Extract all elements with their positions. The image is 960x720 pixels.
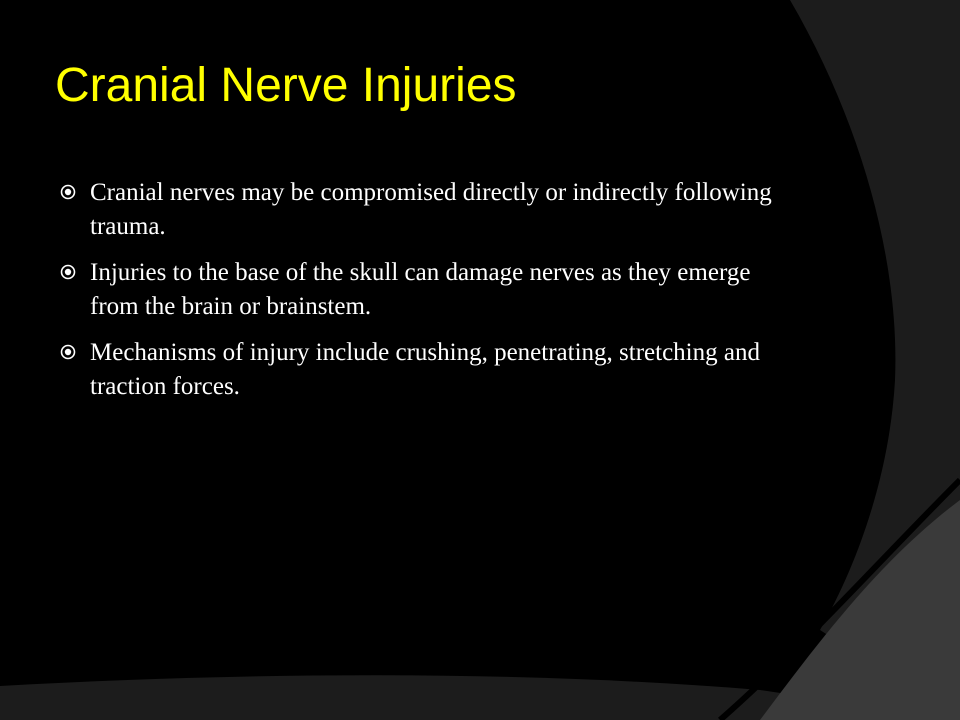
bullet-text: Injuries to the base of the skull can damage nerves as they emerge from the brain or brainstem.: [90, 259, 751, 320]
list-item: [60, 256, 780, 324]
radio-target-icon: [60, 344, 76, 360]
bullet-list: [60, 176, 780, 416]
radio-target-icon: [60, 184, 76, 200]
slide-title: Cranial Nerve Injuries: [55, 59, 517, 112]
bullet-text: Mechanisms of injury include crushing, penetrating, stretching and traction forces.: [90, 339, 760, 400]
list-item: [60, 176, 780, 244]
list-item: [60, 336, 780, 404]
bullet-text: Cranial nerves may be compromised directly or indirectly following trauma.: [90, 179, 772, 240]
radio-target-icon: [60, 264, 76, 280]
